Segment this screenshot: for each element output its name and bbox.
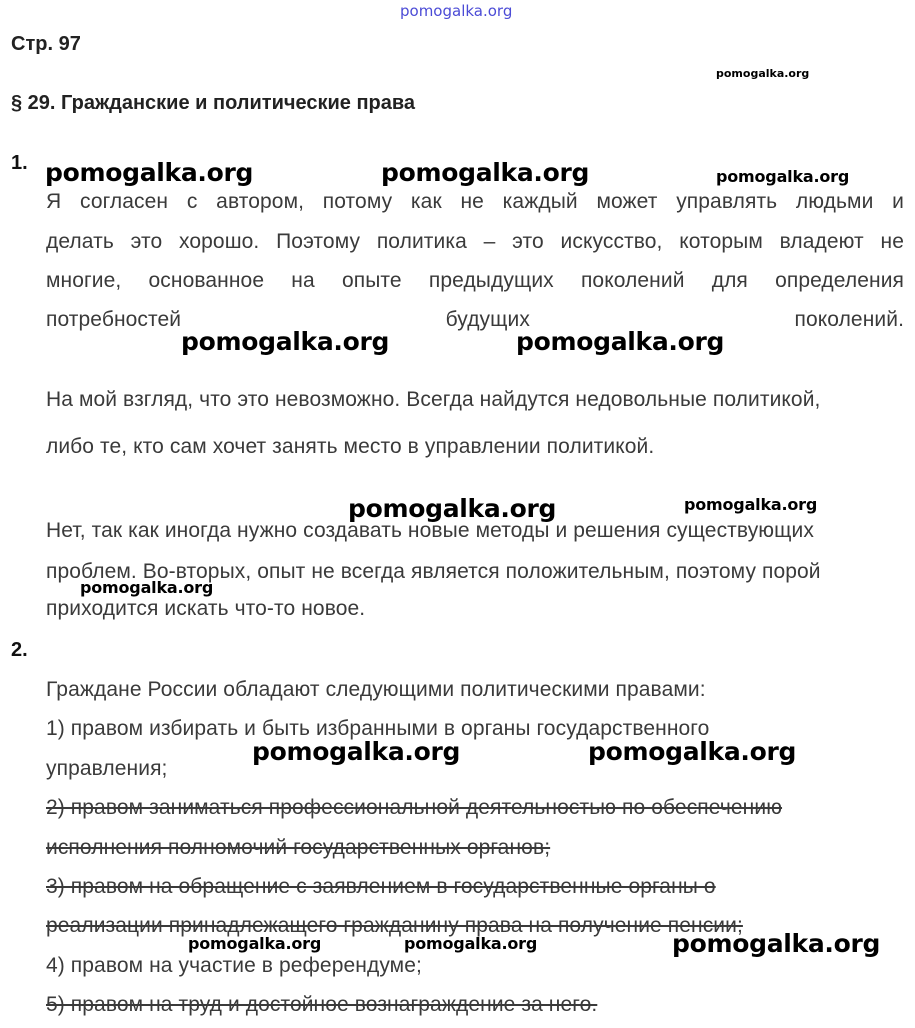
watermark: pomogalka.org <box>381 158 590 187</box>
task1-para3-line2: проблем. Во-вторых, опыт не всегда является положительным, поэтому порой <box>46 560 821 583</box>
watermark: pomogalka.org <box>252 737 461 766</box>
task2-item2-line1: 2) правом заниматься профессиональной деятельностью по обеспечению <box>46 796 783 819</box>
task2-item3-line2: реализации принадлежащего гражданину права на получение пенсии; <box>46 914 743 937</box>
task2-item4: 4) правом на участие в референдуме; <box>46 954 422 977</box>
task1-para1-line1: Я согласен с автором, потому как не каждый может управлять людьми и <box>46 190 904 213</box>
watermark: pomogalka.org <box>716 67 810 80</box>
task1-para3-line1: Нет, так как иногда нужно создавать новые методы и решения существующих <box>46 519 814 542</box>
watermark: pomogalka.org <box>588 737 797 766</box>
task-number-2: 2. <box>11 639 28 661</box>
watermark-top: pomogalka.org <box>400 2 513 20</box>
task1-para1-line4: потребностей будущих поколений. <box>46 308 904 331</box>
watermark: pomogalka.org <box>516 327 725 356</box>
task1-para2-line1: На мой взгляд, что это невозможно. Всегда найдутся недовольные политикой, <box>46 388 821 411</box>
watermark: pomogalka.org <box>684 495 818 514</box>
task1-para1-line3: многие, основанное на опыте предыдущих поколений для определения <box>46 269 904 292</box>
task2-intro: Граждане России обладают следующими политическими правами: <box>46 678 706 701</box>
watermark: pomogalka.org <box>181 327 390 356</box>
watermark: pomogalka.org <box>45 158 254 187</box>
watermark: pomogalka.org <box>348 494 557 523</box>
task2-item1-line2: управления; <box>46 757 168 780</box>
watermark: pomogalka.org <box>188 934 322 953</box>
task1-para1-line2: делать это хорошо. Поэтому политика – это искусство, которым владеют не <box>46 230 904 253</box>
page-label: Стр. 97 <box>11 33 81 55</box>
watermark: pomogalka.org <box>716 167 850 186</box>
task2-item5: 5) правом на труд и достойное вознаграждение за него. <box>46 993 598 1016</box>
watermark: pomogalka.org <box>80 578 214 597</box>
task2-item3-line1: 3) правом на обращение с заявлением в государственные органы о <box>46 875 716 898</box>
task1-para2-line2: либо те, кто сам хочет занять место в управлении политикой. <box>46 435 655 458</box>
task1-para3-line3: приходится искать что-то новое. <box>46 597 366 620</box>
task-number-1: 1. <box>11 152 28 174</box>
watermark: pomogalka.org <box>672 929 881 958</box>
section-title: § 29. Гражданские и политические права <box>11 92 416 114</box>
task2-item1-line1: 1) правом избирать и быть избранными в органы государственного <box>46 717 710 740</box>
task2-item2-line2: исполнения полномочий государственных органов; <box>46 836 551 859</box>
watermark: pomogalka.org <box>404 934 538 953</box>
